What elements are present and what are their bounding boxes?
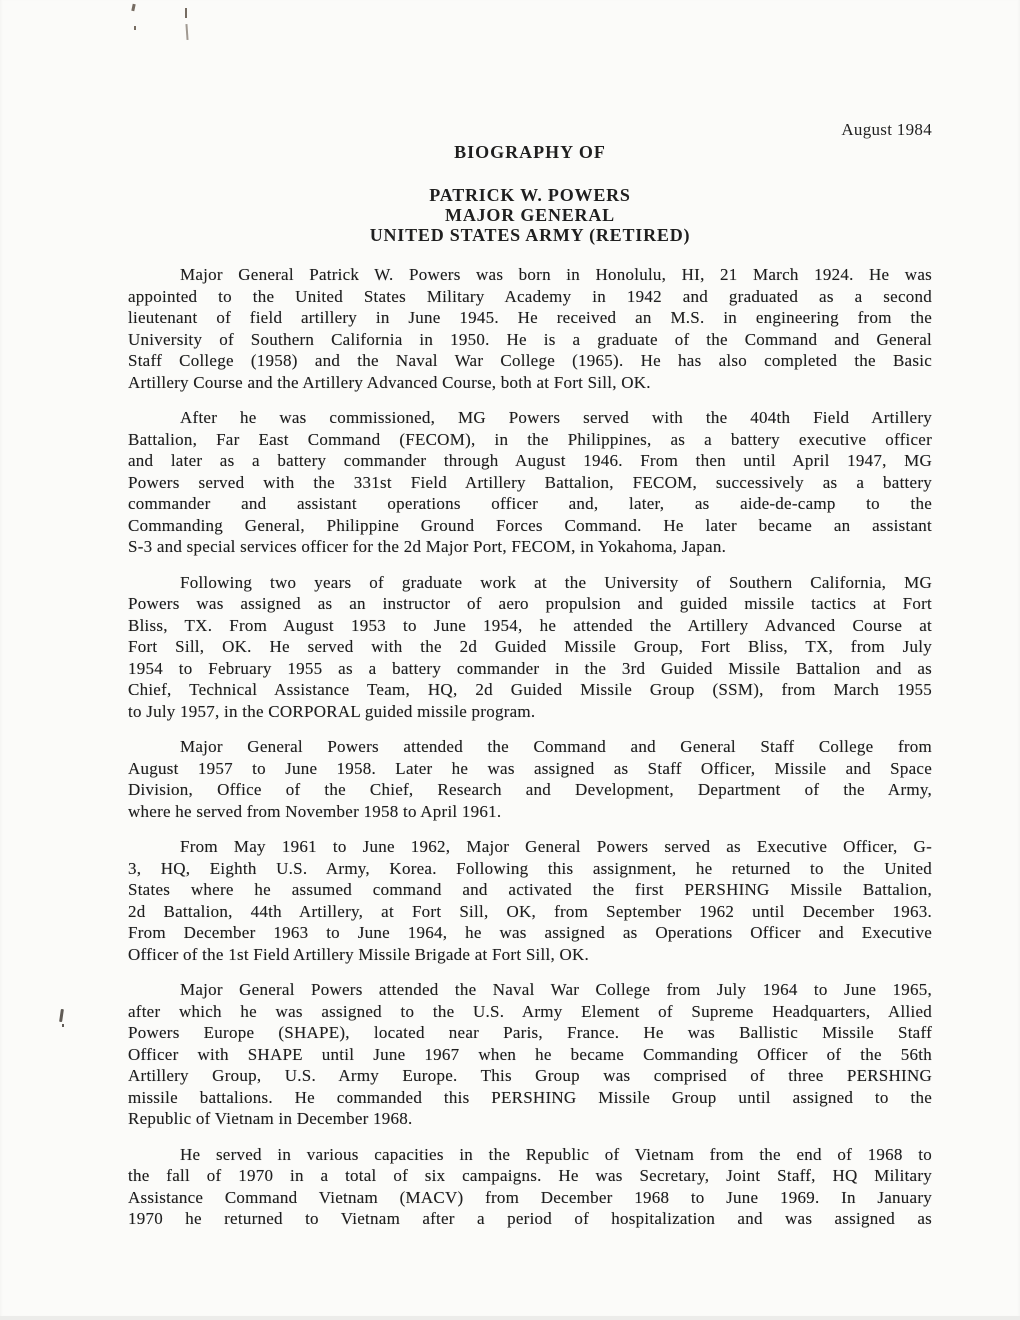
- text-line: Officer of the 1st Field Artillery Missile Brigade at Fort Sill, OK.: [128, 944, 589, 964]
- text-line: Division, Office of the Chief, Research and Development, Department of the Army,: [128, 780, 932, 799]
- scan-speck: [185, 8, 187, 18]
- text-line: after which he was assigned to the U.S. Army Element of Supreme Headquarters, Allied: [128, 1001, 932, 1021]
- paragraph: [128, 1144, 932, 1230]
- text-line: Fort Sill, OK. He served with the 2d Guided Missile Group, Fort Bliss, TX, from July: [128, 637, 932, 656]
- scan-speck: [185, 24, 188, 40]
- text-line: Commanding General, Philippine Ground Forces Command. He later became an assistant: [128, 515, 932, 535]
- text-line: to July 1957, in the CORPORAL guided missile program.: [128, 701, 536, 721]
- text-line: commander and assistant operations officer and, later, as aide-de-camp to the: [128, 494, 932, 513]
- paragraph: [128, 836, 932, 965]
- text-line: 2d Battalion, 44th Artillery, at Fort Sill, OK, from September 1962 until December 1963.: [128, 901, 932, 921]
- text-line: Chief, Technical Assistance Team, HQ, 2d Guided Missile Group (SSM), from March 1955: [128, 680, 932, 699]
- document-title: BIOGRAPHY OF: [454, 142, 606, 162]
- subject-name: PATRICK W. POWERS: [429, 185, 631, 205]
- text-line: Following two years of graduate work at the University of Southern California, MG: [180, 572, 932, 592]
- text-line: Powers was assigned as an instructor of aero propulsion and guided missile tactics at Fort: [128, 594, 932, 613]
- text-line: States where he assumed command and activated the first PERSHING Missile Battalion,: [128, 880, 932, 899]
- subject-rank: MAJOR GENERAL: [445, 205, 615, 225]
- scan-speck: [134, 26, 136, 30]
- scan-speck: [131, 4, 135, 11]
- text-line: 1970 he returned to Vietnam after a period of hospitalization and was assigned as: [128, 1209, 932, 1228]
- text-line: Major General Powers attended the Command and General Staff College from: [180, 737, 932, 756]
- text-line: Major General Patrick W. Powers was born in Honolulu, HI, 21 March 1924. He was: [180, 265, 932, 284]
- text-line: missile battalions. He commanded this PERSHING Missile Group until assigned to the: [128, 1087, 932, 1107]
- text-line: Republic of Vietnam in December 1968.: [128, 1109, 413, 1128]
- paragraph: [128, 979, 932, 1130]
- text-line: appointed to the United States Military Academy in 1942 and graduated as a second: [128, 286, 932, 306]
- text-line: 3, HQ, Eighth U.S. Army, Korea. Following this assignment, he returned to the United: [128, 858, 932, 878]
- text-line: August 1957 to June 1958. Later he was assigned as Staff Officer, Missile and Space: [128, 758, 932, 778]
- text-line: From December 1963 to June 1964, he was assigned as Operations Officer and Executive: [128, 923, 932, 942]
- text-line: Major General Powers attended the Naval War College from July 1964 to June 1965,: [180, 980, 932, 999]
- text-line: the fall of 1970 in a total of six campaigns. He was Secretary, Joint Staff, HQ Military: [128, 1166, 932, 1185]
- text-line: Officer with SHAPE until June 1967 when he became Commanding Officer of the 56th: [128, 1044, 932, 1064]
- text-line: Assistance Command Vietnam (MACV) from December 1968 to June 1969. In January: [128, 1187, 932, 1207]
- text-line: He served in various capacities in the Republic of Vietnam from the end of 1968 to: [180, 1144, 932, 1164]
- text-line: University of Southern California in 1950. He is a graduate of the Command and General: [128, 329, 932, 349]
- paragraph: [128, 572, 932, 723]
- text-line: Artillery Group, U.S. Army Europe. This Group was comprised of three PERSHING: [128, 1066, 932, 1085]
- margin-pen-mark: [59, 1009, 64, 1022]
- document-headings: [128, 142, 932, 245]
- text-line: Bliss, TX. From August 1953 to June 1954, he attended the Artillery Advanced Course at: [128, 615, 932, 635]
- text-line: After he was commissioned, MG Powers served with the 404th Field Artillery: [180, 408, 932, 427]
- document-date: August 1984: [841, 120, 932, 139]
- text-line: 1954 to February 1955 as a battery commander in the 3rd Guided Missile Battalion and as: [128, 658, 932, 678]
- text-line: lieutenant of field artillery in June 1945. He received an M.S. in engineering from the: [128, 308, 932, 327]
- paragraph: [128, 264, 932, 393]
- text-line: Staff College (1958) and the Naval War College (1965). He has also completed the Basic: [128, 351, 932, 370]
- paragraphs: [128, 264, 932, 1230]
- text-line: Battalion, Far East Command (FECOM), in the Philippines, as a battery executive officer: [128, 429, 932, 449]
- paragraph: [128, 736, 932, 822]
- paragraph: [128, 407, 932, 558]
- subject-service: UNITED STATES ARMY (RETIRED): [369, 225, 691, 245]
- text-line: From May 1961 to June 1962, Major General Powers served as Executive Officer, G-: [180, 837, 932, 856]
- text-line: where he served from November 1958 to April 1961.: [128, 801, 502, 821]
- text-line: S-3 and special services officer for the 2d Major Port, FECOM, in Yokahoma, Japan.: [128, 537, 727, 556]
- margin-pen-mark: [62, 1024, 64, 1027]
- text-line: Powers Europe (SHAPE), located near Paris, France. He was Ballistic Missile Staff: [128, 1023, 932, 1042]
- text-line: Powers served with the 331st Field Artillery Battalion, FECOM, successively as a battery: [128, 472, 932, 492]
- text-line: Artillery Course and the Artillery Advanced Course, both at Fort Sill, OK.: [128, 372, 651, 392]
- subject-block: [128, 185, 932, 245]
- text-line: and later as a battery commander through August 1946. From then until April 1947, MG: [128, 451, 932, 470]
